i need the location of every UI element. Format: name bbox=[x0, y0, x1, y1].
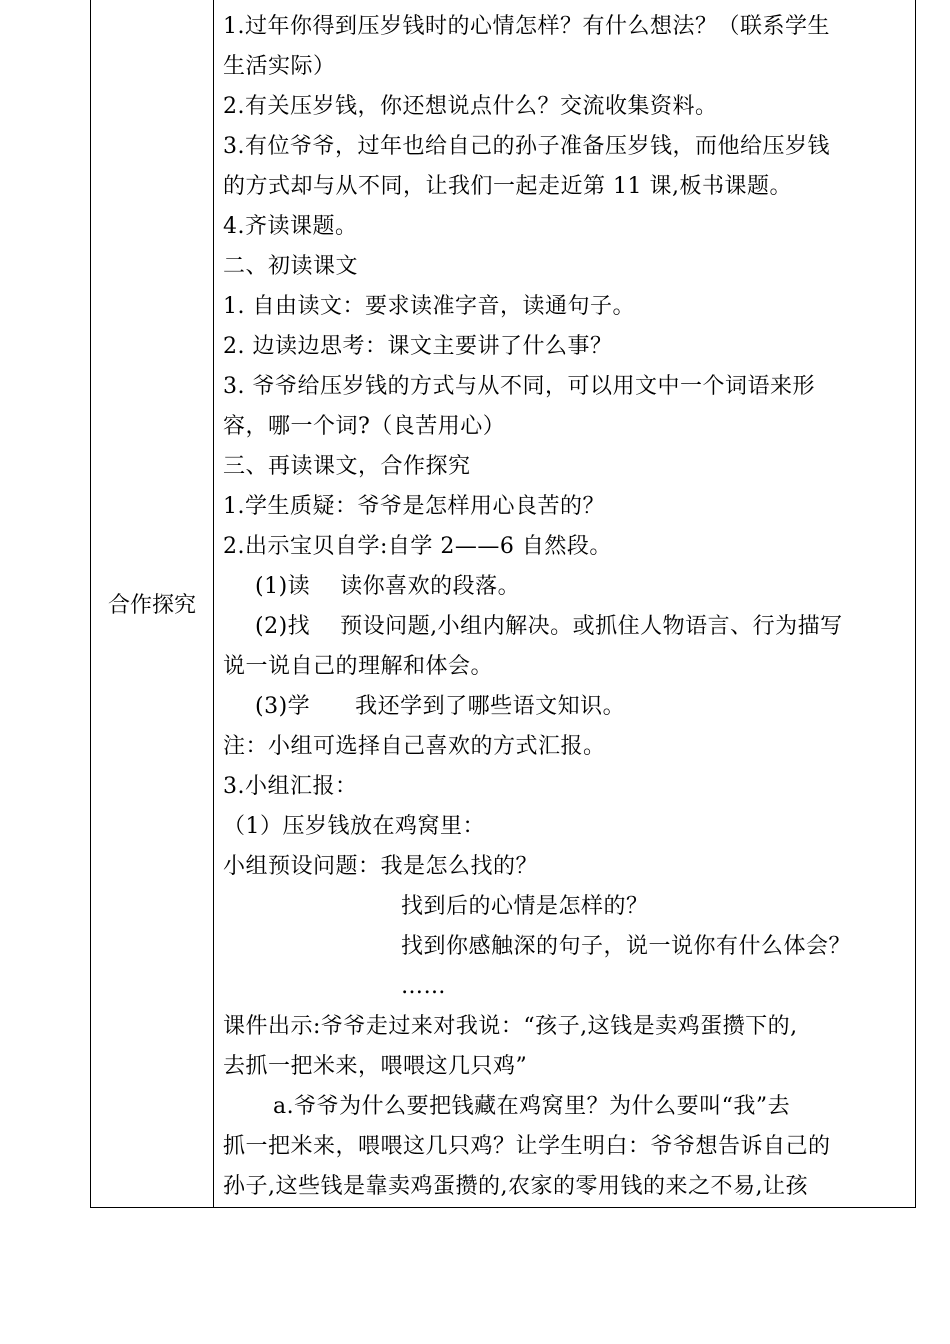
content-line: 注：小组可选择自己喜欢的方式汇报。 bbox=[223, 734, 606, 759]
content-line: 4.齐读课题。 bbox=[223, 214, 358, 239]
content-line: 1. 自由读文：要求读准字音，读通句子。 bbox=[223, 294, 635, 319]
content-line: …… bbox=[401, 974, 446, 999]
lesson-plan-table bbox=[90, 0, 916, 1208]
content-line: (1)读 读你喜欢的段落。 bbox=[255, 574, 521, 599]
content-line: （1）压岁钱放在鸡窝里： bbox=[223, 814, 485, 839]
content-line: 的方式却与从不同，让我们一起走近第 11 课,板书课题。 bbox=[223, 174, 792, 199]
content-cell bbox=[214, 0, 916, 1208]
content-line: 孙子,这些钱是靠卖鸡蛋攒的,农家的零用钱的来之不易,让孩 bbox=[223, 1174, 808, 1199]
content-line: 1.学生质疑：爷爷是怎样用心良苦的？ bbox=[223, 494, 605, 519]
content-line: 找到你感触深的句子，说一说你有什么体会？ bbox=[401, 934, 852, 959]
table-row bbox=[91, 0, 916, 1208]
content-line: 2. 边读边思考：课文主要讲了什么事？ bbox=[223, 334, 613, 359]
section-heading: 二、初读课文 bbox=[223, 254, 359, 279]
section-label-cell bbox=[91, 0, 214, 1208]
content-line: 3.小组汇报： bbox=[223, 774, 358, 799]
section-label: 合作探究 bbox=[107, 592, 196, 618]
content-line: 1.过年你得到压岁钱时的心情怎样？有什么想法？（联系学生 bbox=[223, 14, 830, 39]
content-line: 生活实际） bbox=[223, 54, 336, 79]
content-line: 去抓一把米来，喂喂这几只鸡” bbox=[223, 1054, 528, 1079]
content-line: (3)学 我还学到了哪些语文知识。 bbox=[255, 694, 626, 719]
content-line: a.爷爷为什么要把钱藏在鸡窝里？为什么要叫“我”去 bbox=[273, 1094, 791, 1119]
content-line: 2.有关压岁钱，你还想说点什么？交流收集资料。 bbox=[223, 94, 718, 119]
content-line: 小组预设问题：我是怎么找的？ bbox=[223, 854, 539, 879]
content-line: 3.有位爷爷，过年也给自己的孙子准备压岁钱，而他给压岁钱 bbox=[223, 134, 830, 159]
content-line: 说一说自己的理解和体会。 bbox=[223, 654, 494, 679]
section-heading: 三、再读课文，合作探究 bbox=[223, 454, 471, 479]
content-line: 3. 爷爷给压岁钱的方式与从不同，可以用文中一个词语来形 bbox=[223, 374, 815, 399]
content-line: (2)找 预设问题,小组内解决。或抓住人物语言、行为描写 bbox=[255, 614, 843, 639]
content-line: 找到后的心情是怎样的？ bbox=[401, 894, 649, 919]
content-line: 2.出示宝贝自学:自学 2——6 自然段。 bbox=[223, 534, 612, 559]
content-line: 容，哪一个词?（良苦用心） bbox=[223, 414, 506, 439]
content-line: 抓一把米来，喂喂这几只鸡？让学生明白：爷爷想告诉自己的 bbox=[223, 1134, 831, 1159]
content-line: 课件出示:爷爷走过来对我说：“孩子,这钱是卖鸡蛋攒下的, bbox=[223, 1014, 798, 1039]
